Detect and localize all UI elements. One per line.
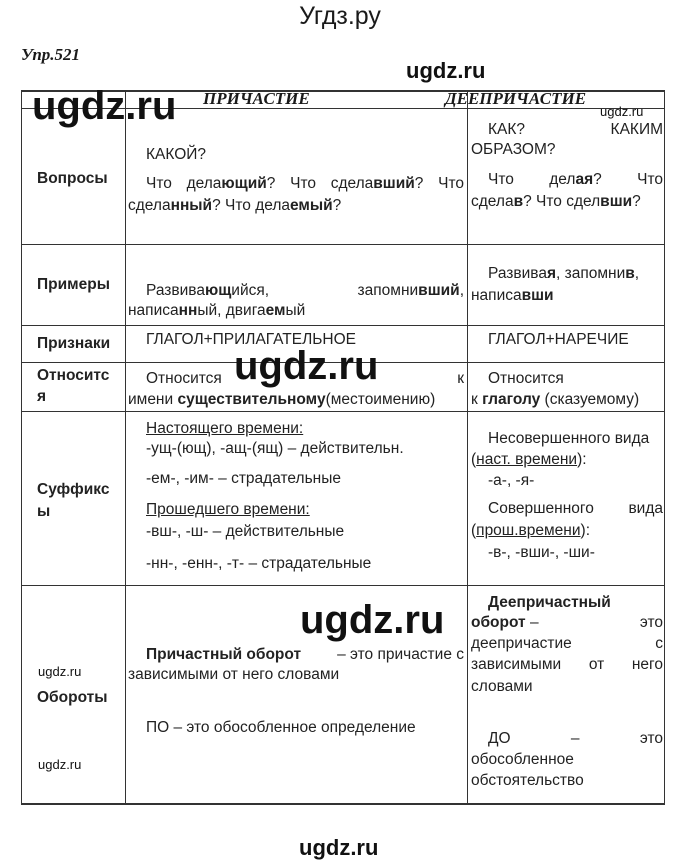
phrases-adv-line1: Деепричастный [488, 594, 611, 611]
suffix-present-active: -ущ-(ющ), -ащ-(ящ) – действительн. [146, 440, 404, 457]
watermark-small-right: ugdz.ru [600, 104, 644, 119]
phrases-adv-line8: обстоятельство [471, 772, 584, 789]
examples-adv-line2: написавши [471, 287, 554, 304]
suffix-present-heading: Настоящего времени: [146, 420, 304, 437]
row-label-phrases: Обороты [37, 689, 108, 706]
watermark-left: ugdz.ru [32, 84, 177, 128]
watermark-bottom: ugdz.ru [299, 835, 379, 860]
phrases-participle-definition: ПО – это обособленное определение [146, 719, 416, 736]
row-label-suffixes-2: ы [37, 503, 51, 520]
phrases-adv-line3: деепричастие с [471, 635, 663, 652]
exercise-number: Упр.521 [21, 45, 81, 64]
watermark-middle: ugdz.ru [234, 344, 379, 388]
phrases-adv-line2: оборот – это [471, 614, 663, 631]
phrases-participle-line2: зависимыми от него словами [128, 666, 340, 683]
features-adv: ГЛАГОЛ+НАРЕЧИЕ [488, 331, 629, 348]
row-label-features: Признаки [37, 335, 111, 352]
questions-participle-line3: сделанный? Что делаемый? [128, 197, 342, 214]
relates-participle-line2: имени существительному(местоимению) [128, 391, 436, 408]
relates-adv-line2: к глаголу (сказуемому) [471, 391, 640, 408]
row-label-relates-2: я [37, 388, 47, 405]
site-title: Угдз.ру [299, 2, 381, 30]
header-adverbial-participle: ДЕЕПРИЧАСТИЕ [445, 89, 587, 108]
questions-adv-line2: ОБРАЗОМ? [471, 141, 556, 158]
suffix-adv-present: (наст. времени): [471, 451, 587, 468]
phrases-adv-line7: обособленное [471, 751, 574, 768]
header-participle: ПРИЧАСТИЕ [203, 89, 310, 108]
questions-adv-line3: Что делая? Что [488, 171, 663, 188]
watermark-lower: ugdz.ru [300, 598, 445, 642]
features-participle: ГЛАГОЛ+ПРИЛАГАТЕЛЬНОЕ [146, 331, 357, 348]
suffix-adv-imperfective: Несовершенного вида [488, 430, 650, 447]
questions-participle-line2: Что делающий? Что сделавший? Что [146, 175, 464, 192]
suffix-adv-past: (прош.времени): [471, 522, 590, 539]
examples-participle-line2: написанный, двигаемый [128, 302, 306, 319]
relates-participle-line1: Относится к [146, 370, 464, 387]
row-label-suffixes-1: Суффикс [37, 481, 110, 498]
relates-adv-line1: Относится [488, 370, 564, 387]
suffix-adv-present-suffixes: -а-, -я- [488, 472, 535, 489]
phrases-adv-line6: ДО – это [488, 730, 663, 747]
questions-participle-line1: КАКОЙ? [146, 146, 207, 163]
row-label-examples: Примеры [37, 276, 110, 293]
row-label-relates-1: Относитс [37, 367, 110, 384]
phrases-adv-line4: зависимыми от него [471, 656, 663, 673]
suffix-present-passive: -ем-, -им- – страдательные [146, 470, 341, 487]
row-label-questions: Вопросы [37, 170, 108, 187]
questions-adv-line1: КАК? КАКИМ [488, 121, 663, 138]
suffix-adv-perfective: Совершенного вида [488, 500, 663, 517]
examples-adv-line1: Развивая, запомнив, [488, 265, 640, 282]
suffix-past-passive: -нн-, -енн-, -т- – страдательные [146, 555, 372, 572]
suffix-past-heading: Прошедшего времени: [146, 501, 310, 518]
phrases-participle-line1: Причастный оборот – это причастие с [146, 646, 464, 663]
watermark-top: ugdz.ru [406, 58, 486, 83]
questions-adv-line4: сделав? Что сделвши? [471, 193, 641, 210]
suffix-past-active: -вш-, -ш- – действительные [146, 523, 345, 540]
phrases-adv-line5: словами [471, 678, 533, 695]
watermark-small-left-bottom: ugdz.ru [38, 757, 82, 772]
suffix-adv-past-suffixes: -в-, -вши-, -ши- [488, 544, 595, 561]
examples-participle-line1: Развивающийся, запомнивший, [146, 282, 464, 299]
watermark-small-left: ugdz.ru [38, 664, 82, 679]
